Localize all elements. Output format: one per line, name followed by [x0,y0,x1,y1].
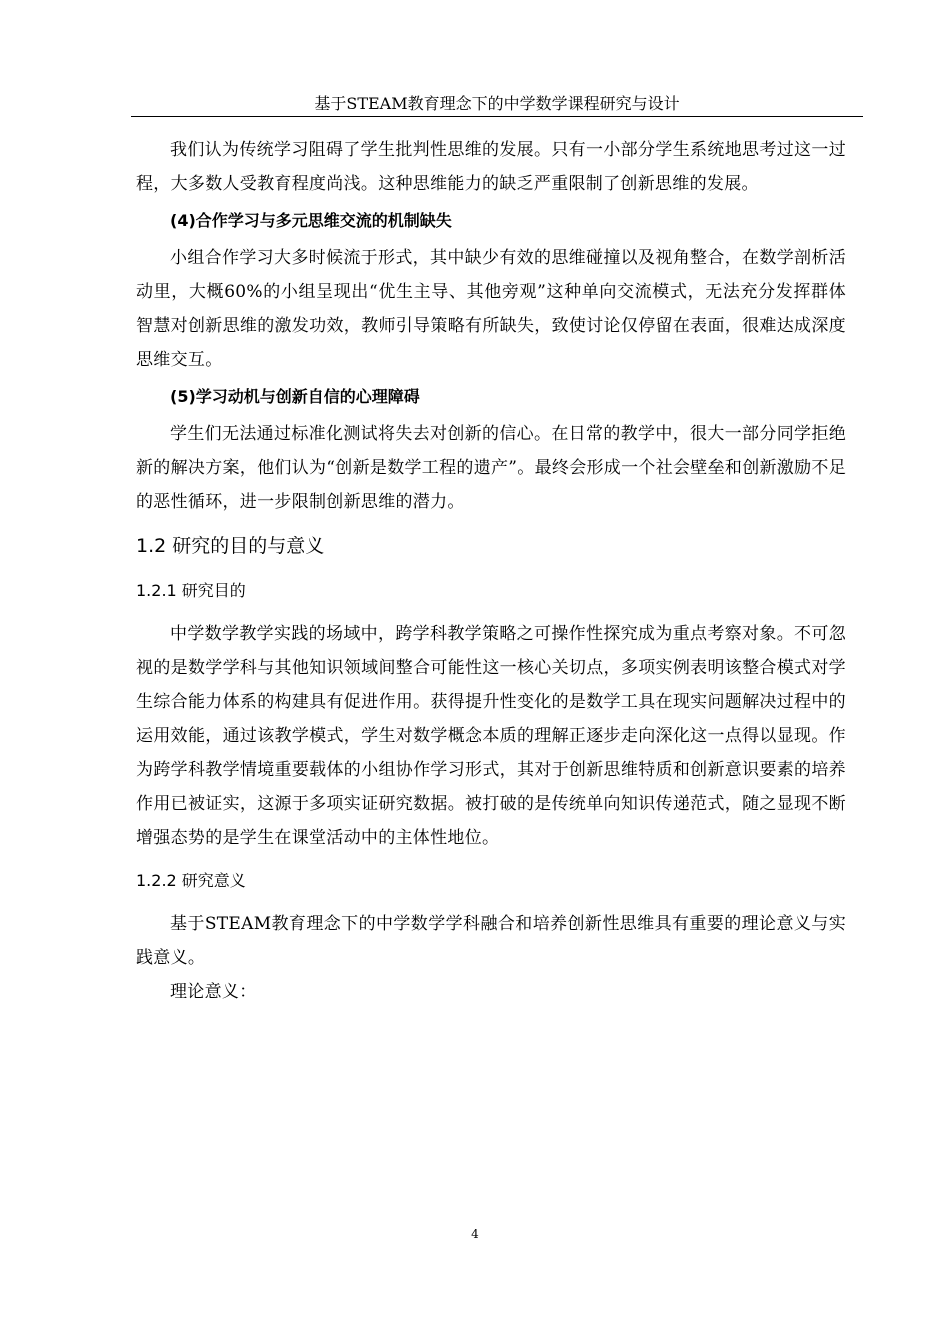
subsection-heading-research-purpose: 1.2.1 研究目的 [136,581,246,600]
paragraph-theoretical-significance: 理论意义： [170,982,257,1002]
paragraph-innovation-confidence: 学生们无法通过标准化测试将失去对创新的信心。在日常的教学中，很大一部分同学拒绝新的解决方案，他们认为“创新是数学工程的遗产”。最终会形成一个社会壁垒和创新激励不足的恶性循环，进一步限制创新思维的潜力。 [136,424,846,512]
section-heading-purpose-significance: 1.2 研究的目的与意义 [136,535,325,557]
paragraph-research-purpose: 中学数学教学实践的场域中，跨学科教学策略之可操作性探究成为重点考察对象。不可忽视的是数学学科与其他知识领域间整合可能性这一核心关切点，多项实例表明该整合模式对学生综合能力体系的构建具有促进作用。获得提升性变化的是数学工具在现实问题解决过程中的运用效能，通过该教学模式，学生对数学概念本质的理解正逐步走向深化这一点得以显现。作为跨学科教学情境重要载体的小组协作学习形式，其对于创新思维特质和创新意识要素的培养作用已被证实，这源于多项实证研究数据。被打破的是传统单向知识传递范式，随之显现不断增强态势的是学生在课堂活动中的主体性地位。 [136,624,846,848]
paragraph-critical-thinking: 我们认为传统学习阻碍了学生批判性思维的发展。只有一小部分学生系统地思考过这一过程，大多数人受教育程度尚浅。这种思维能力的缺乏严重限制了创新思维的发展。 [136,140,846,194]
running-header: 基于STEAM教育理念下的中学数学课程研究与设计 [131,92,863,117]
heading-learning-motivation: (5)学习动机与创新自信的心理障碍 [170,387,420,406]
paragraph-research-significance: 基于STEAM教育理念下的中学数学学科融合和培养创新性思维具有重要的理论意义与实践意义。 [136,914,846,968]
page-body [136,133,846,1009]
paragraph-group-cooperation: 小组合作学习大多时候流于形式，其中缺少有效的思维碰撞以及视角整合，在数学剖析活动里，大概60%的小组呈现出“优生主导、其他旁观”这种单向交流模式，无法充分发挥群体智慧对创新思维的激发功效，教师引导策略有所缺失，致使讨论仅停留在表面，很难达成深度思维交互。 [136,248,846,370]
page-number: 4 [471,1227,479,1241]
heading-cooperative-learning: (4)合作学习与多元思维交流的机制缺失 [170,211,452,230]
subsection-heading-research-significance: 1.2.2 研究意义 [136,871,246,890]
